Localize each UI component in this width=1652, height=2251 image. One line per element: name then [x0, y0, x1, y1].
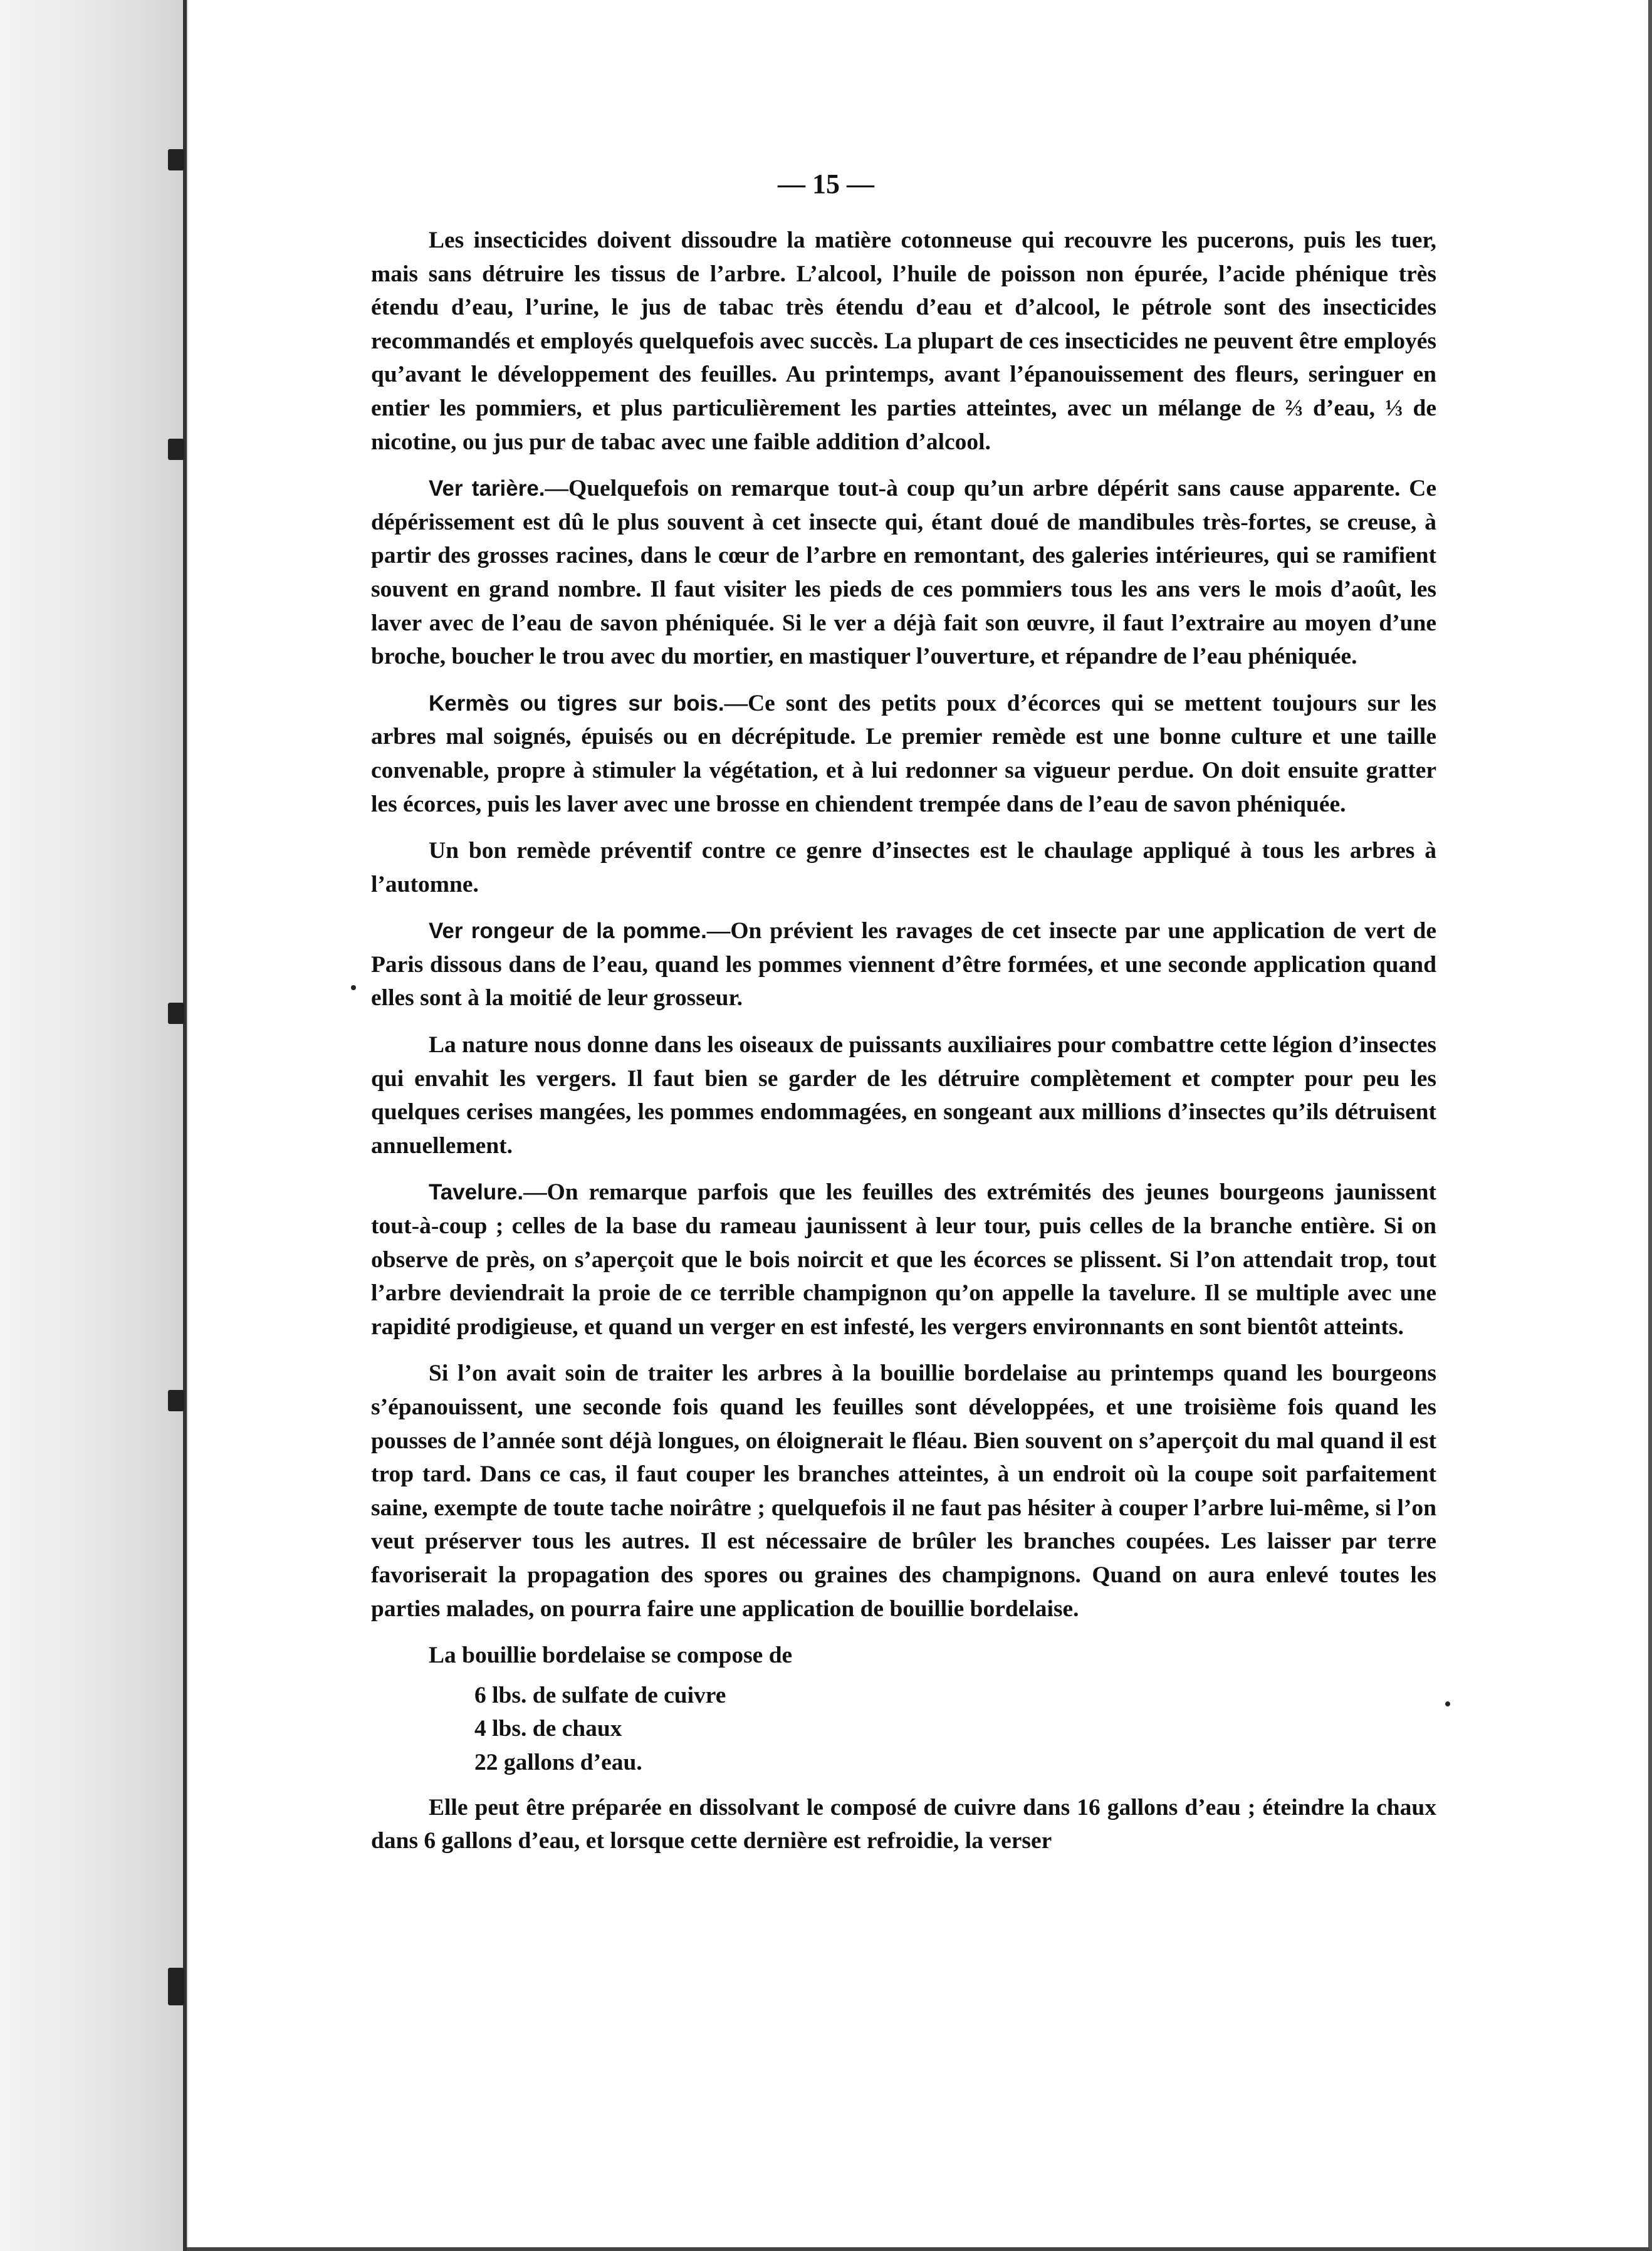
closing-paragraph: Elle peut être préparée en dissolvant le composé de cuivre dans 16 gallons d’eau ; éteindre la chaux dans 6 gallons d’eau, et lorsque cette dernière est refroidie, la verser: [371, 1794, 1436, 1854]
binding-shadow: [0, 0, 188, 2251]
paragraph: [371, 914, 1436, 1015]
binding-mark: [168, 439, 184, 460]
binding-mark: [168, 1968, 184, 2005]
paragraph-text: —On prévient les ravages de cet insecte par une application de vert de Paris dissous dans de l’eau, quand les pommes viennent d’être formées, et une seconde application quand elles sont à la moitié de leur grosseur.: [371, 918, 1436, 1011]
paragraph: [371, 472, 1436, 674]
paragraph: [371, 1357, 1436, 1626]
page-number: — 15 —: [778, 169, 874, 199]
recipe-list: [474, 1679, 1436, 1780]
section-heading: Ver tarière.: [429, 476, 545, 501]
paragraph: [371, 834, 1436, 901]
paragraph-text: Un bon remède préventif contre ce genre d’insectes est le chaulage appliqué à tous les arbres à l’automne.: [371, 838, 1436, 897]
paragraph: [371, 224, 1436, 459]
binding-mark: [168, 149, 184, 170]
binding-mark: [168, 1003, 184, 1024]
speck: [351, 985, 356, 990]
paragraph-text: —Ce sont des petits poux d’écorces qui se mettent toujours sur les arbres mal soignés, épuisés ou en décrépitude. Le premier remède est une bonne culture et une taille convenable, propre à stimuler la végétation, et à lui redonner sa vigueur perdue. On doit ensuite gratter les écorces, puis les laver avec une brosse en chiendent trempée dans de l’eau de savon phéniquée.: [371, 690, 1436, 817]
recipe-intro: La bouillie bordelaise se compose de: [429, 1643, 793, 1669]
body-text: [371, 224, 1436, 1871]
paragraph-text: —On remarque parfois que les feuilles des extrémités des jeunes bourgeons jaunissent tout-à-coup ; celles de la base du rameau jaunissent à leur tour, puis celles de la branche entière. Si on observe de près, on s’aperçoit que le bois noircit et que les écorces se plissent. Si l’on attendait trop, tout l’arbre deviendrait la proie de ce terrible champignon qu’on appelle la tavelure. Il se multiple avec une rapidité prodigieuse, et quand un verger en est infesté, les vergers environnants en sont bientôt atteints.: [371, 1179, 1436, 1340]
section-heading: Kermès ou tigres sur bois.: [429, 691, 724, 716]
recipe-item: 4 lbs. de chaux: [474, 1716, 622, 1742]
paragraph-text: Si l’on avait soin de traiter les arbres à la bouillie bordelaise au printemps quand les bourgeons s’épanouissent, une seconde fois quand les feuilles sont développées, et une troisième fois quand les pousses de l’année sont déjà longues, on éloignerait le fléau. Bien souvent on s’aperçoit du mal quand il est trop tard. Dans ce cas, il faut couper les branches atteintes, à un endroit où la coupe soit parfaitement saine, exempte de toute tache noirâtre ; quelquefois il ne faut pas hésiter à couper l’arbre lui-même, si l’on veut préserver tous les autres. Il est nécessaire de brûler les branches coupées. Les laisser par terre favoriserait la propagation des spores ou graines des champignons. Quand on aura enlevé toutes les parties malades, on pourra faire une application de bouillie bordelaise.: [371, 1361, 1436, 1622]
paragraph: [371, 1028, 1436, 1162]
paragraph-text: La nature nous donne dans les oiseaux de puissants auxiliaires pour combattre cette légion d’insectes qui envahit les vergers. Il faut bien se garder de les détruire complètement et compter pour peu les quelques cerises mangées, les pommes endommagées, en songeant aux millions d’insectes qu’ils détruisent annuellement.: [371, 1032, 1436, 1159]
binding-mark: [168, 1390, 184, 1411]
section-heading: Ver rongeur de la pomme.: [429, 919, 707, 944]
recipe-item: 6 lbs. de sulfate de cuivre: [474, 1682, 726, 1708]
recipe-item: 22 gallons d’eau.: [474, 1749, 642, 1775]
paragraph: [371, 687, 1436, 821]
section-heading: Tavelure.: [429, 1180, 524, 1205]
paragraph: [371, 1176, 1436, 1344]
paragraph-text: Les insecticides doivent dissoudre la matière cotonneuse qui recouvre les pucerons, puis les tuer, mais sans détruire les tissus de l’arbre. L’alcool, l’huile de poisson non épurée, l’acide phénique très étendu d’eau, l’urine, le jus de tabac très étendu d’eau et d’alcool, le pétrole sont des insecticides recommandés et employés quelquefois avec succès. La plupart de ces insecticides ne peuvent être employés qu’avant le développement des feuilles. Au printemps, avant l’épanouissement des fleurs, seringuer en entier les pommiers, et plus particulièrement les parties atteintes, avec un mélange de ⅔ d’eau, ⅓ de nicotine, ou jus pur de tabac avec une faible addition d’alcool.: [371, 227, 1436, 455]
paragraph-text: —Quelquefois on remarque tout-à coup qu’un arbre dépérit sans cause apparente. Ce dépérissement est dû le plus souvent à cet insecte qui, étant doué de mandibules très-fortes, se creuse, à partir des grosses racines, dans le cœur de l’arbre en remontant, des galeries intérieures, qui se ramifient souvent en grand nombre. Il faut visiter les pieds de ces pommiers tous les ans vers le mois d’août, les laver avec de l’eau de savon phéniquée. Si le ver a déjà fait son œuvre, il faut l’extraire au moyen d’une broche, boucher le trou avec du mortier, en mastiquer l’ouverture, et répandre de l’eau phéniquée.: [371, 476, 1436, 670]
speck: [1445, 1701, 1450, 1706]
